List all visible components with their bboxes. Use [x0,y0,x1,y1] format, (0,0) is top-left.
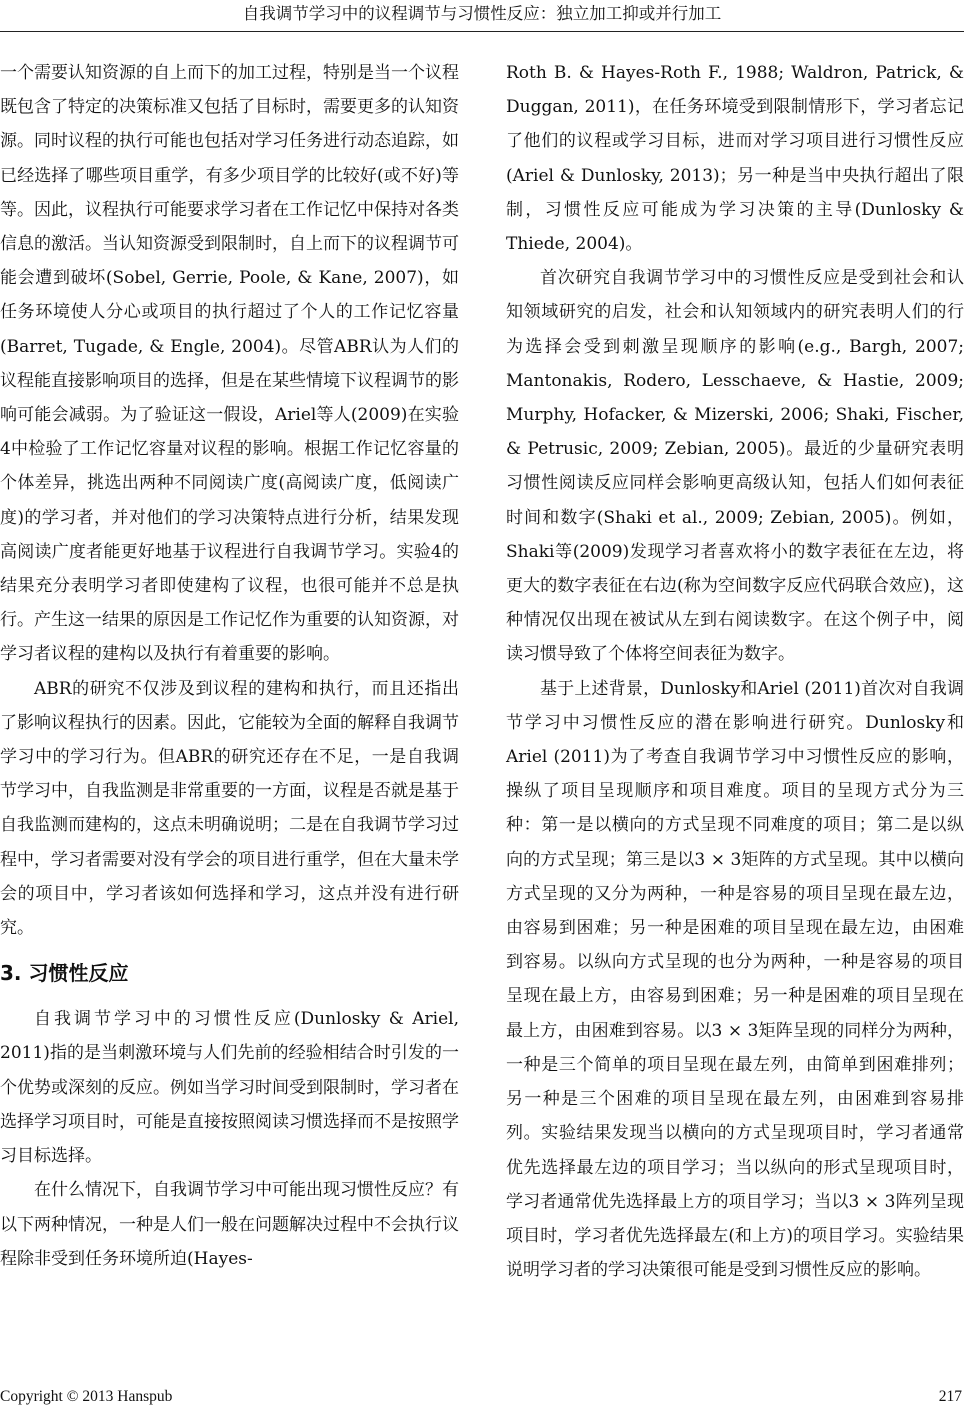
left-column [0,56,459,1276]
running-header: 自我调节学习中的议程调节与习惯性反应：独立加工抑或并行加工 [242,4,722,23]
page-number: 217 [938,1388,962,1405]
copyright-notice: Copyright © 2013 Hanspub [0,1388,173,1405]
paragraph-abr-limitations: ABR的研究不仅涉及到议程的建构和执行，而且还指出了影响议程执行的因素。因此，它能较为全面的解释自我调节学习中的学习行为。但ABR的研究还存在不足，一是自我调节学习中，自我监测是非常重要的一方面，议程是否就是基于自我监测而建构的，这点未明确说明；二是在自我调节学习过程中，学习者需要对没有学会的项目进行重学，但在大量未学会的项目中，学习者该如何选择和学习，这点并没有进行研究。 [0,678,459,939]
header-divider [0,31,964,32]
paragraph-habitual-response-definition: 自我调节学习中的习惯性反应(Dunlosky & Ariel, 2011)指的是当刺激环境与人们先前的经验相结合时引发的一个优势或深刻的反应。例如当学习时间受到限制时，学习者在选择学习项目时，可能是直接按照阅读习惯选择而不是按照学习目标选择。 [0,1009,459,1167]
right-column [506,56,964,1287]
paragraph-first-research: 首次研究自我调节学习中的习惯性反应是受到社会和认知领域研究的启发，社会和认知领域内的研究表明人们的行为选择会受到刺激呈现顺序的影响(e.g., Bargh, 2007; Mantonakis, Rodero, Lesschaeve, & Hastie, 2009; Murphy, Hofacker, & Mizerski, 2006; Shaki, Fischer, & Petrusic, 2009; Zebian, 2005)。最近的少量研究表明习惯性阅读反应同样会影响更高级认知，包括人们如何表征时间和数字(Shaki et al., 2009; Zebian, 2005)。例如，Shaki等(2009)发现学习者喜欢将小的数字表征在左边，将更大的数字表征在右边(称为空间数字反应代码联合效应)，这种情况仅出现在被试从左到右阅读数字。在这个例子中，阅读习惯导致了个体将空间表征为数字。 [506,268,964,665]
section-heading: 3. 习惯性反应 [0,961,129,986]
paragraph-continued-right: Roth B. & Hayes-Roth F., 1988; Waldron, Patrick, & Duggan, 2011)，在任务环境受到限制情形下，学习者忘记了他们的议程或学习目标，进而对学习项目进行习惯性反应(Ariel & Dunlosky, 2013)；另一种是当中央执行超出了限制，习惯性反应可能成为学习决策的主导(Dunlosky & Thiede, 2004)。 [506,63,964,255]
paragraph-when-habitual-response: 在什么情况下，自我调节学习中可能出现习惯性反应？有以下两种情况，一种是人们一般在问题解决过程中不会执行议程除非受到任务环境所迫(Hayes- [0,1180,459,1269]
paragraph-dunlosky-ariel-study: 基于上述背景，Dunlosky和Ariel (2011)首次对自我调节学习中习惯性反应的潜在影响进行研究。Dunlosky和Ariel (2011)为了考查自我调节学习中习惯性反应的影响，操纵了项目呈现顺序和项目难度。项目的呈现方式分为三种：第一是以横向的方式呈现不同难度的项目；第二是以纵向的方式呈现；第三是以3 × 3矩阵的方式呈现。其中以横向方式呈现的又分为两种，一种是容易的项目呈现在最左边，由容易到困难；另一种是困难的项目呈现在最左边，由困难到容易。以纵向方式呈现的也分为两种，一种是容易的项目呈现在最上方，由容易到困难；另一种是困难的项目呈现在最上方，由困难到容易。以3 × 3矩阵呈现的同样分为两种，一种是三个简单的项目呈现在最左列，由简单到困难排列；另一种是三个困难的项目呈现在最左列，由困难到容易排列。实验结果发现当以横向的方式呈现项目时，学习者通常优先选择最左边的项目学习；当以纵向的形式呈现项目时，学习者通常优先选择最上方的项目学习；当以3 × 3阵列呈现项目时，学习者优先选择最左(和上方)的项目学习。实验结果说明学习者的学习决策很可能是受到习惯性反应的影响。 [506,678,964,1281]
paragraph-continued: 一个需要认知资源的自上而下的加工过程，特别是当一个议程既包含了特定的决策标准又包括了目标时，需要更多的认知资源。同时议程的执行可能也包括对学习任务进行动态追踪，如已经选择了哪些项目重学，有多少项目学的比较好(或不好)等等。因此，议程执行可能要求学习者在工作记忆中保持对各类信息的激活。当认知资源受到限制时，自上而下的议程调节可能会遭到破坏(Sobel, Gerrie, Poole, & Kane, 2007)，如任务环境使人分心或项目的执行超过了个人的工作记忆容量(Barret, Tugade, & Engle, 2004)。尽管ABR认为人们的议程能直接影响项目的选择，但是在某些情境下议程调节的影响可能会减弱。为了验证这一假设，Ariel等人(2009)在实验4中检验了工作记忆容量对议程的影响。根据工作记忆容量的个体差异，挑选出两种不同阅读广度(高阅读广度，低阅读广度)的学习者，并对他们的学习决策特点进行分析，结果发现高阅读广度者能更好地基于议程进行自我调节学习。实验4的结果充分表明学习者即使建构了议程，也很可能并不总是执行。产生这一结果的原因是工作记忆作为重要的认知资源，对学习者议程的建构以及执行有着重要的影响。 [0,63,459,665]
